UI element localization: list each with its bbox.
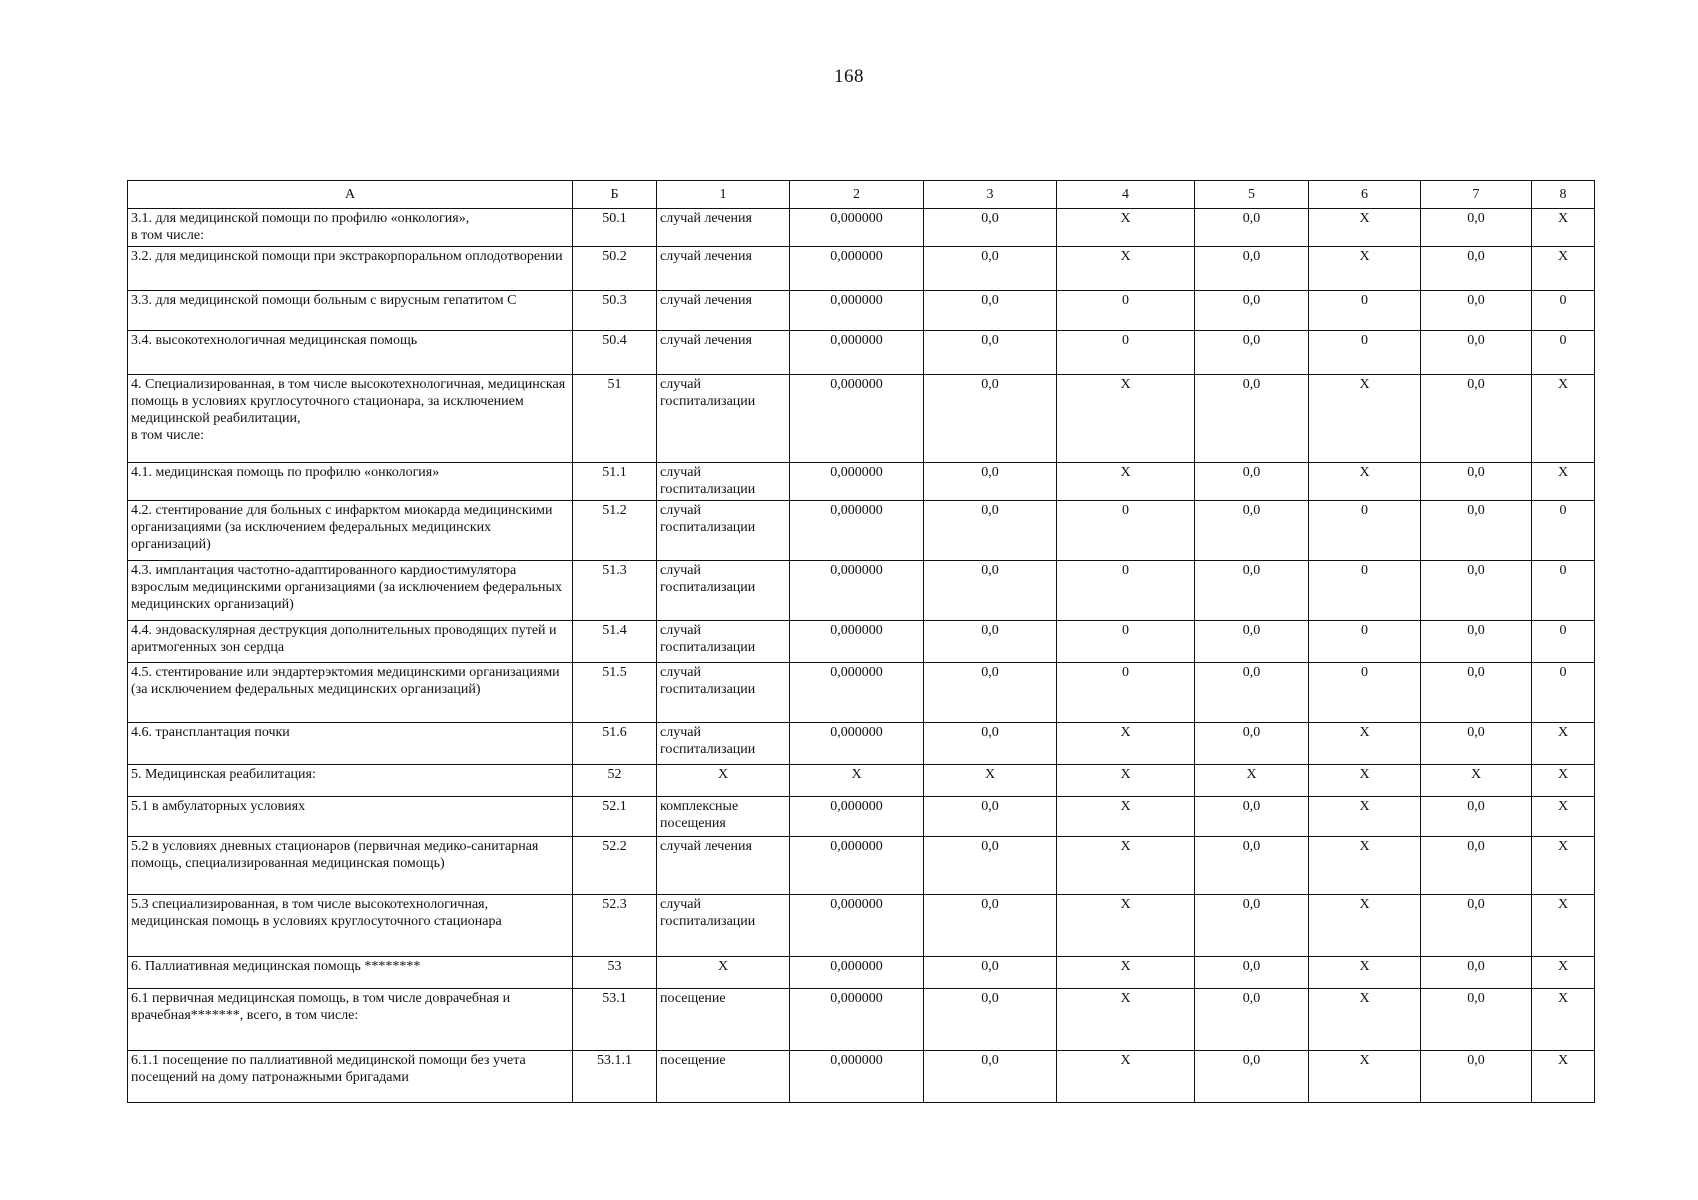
table-row [128, 501, 1595, 561]
table-row [128, 765, 1595, 797]
row-col-4: Х [1057, 797, 1195, 837]
column-header-7: 7 [1421, 181, 1532, 209]
table-body [128, 209, 1595, 1103]
row-col-3: 0,0 [924, 291, 1057, 331]
row-col-7: 0,0 [1421, 837, 1532, 895]
row-col-5: 0,0 [1195, 895, 1309, 957]
row-col-4: Х [1057, 375, 1195, 463]
row-name: 3.2. для медицинской помощи при экстракорпоральном оплодотворении [128, 247, 573, 291]
table-row [128, 209, 1595, 247]
row-col-8: 0 [1532, 621, 1595, 663]
row-code: 51 [573, 375, 657, 463]
row-col-2: 0,000000 [790, 837, 924, 895]
table-row [128, 463, 1595, 501]
row-code: 50.1 [573, 209, 657, 247]
row-col-8: Х [1532, 247, 1595, 291]
row-unit: случай госпитализации [657, 501, 790, 561]
row-col-4: Х [1057, 989, 1195, 1051]
row-col-6: Х [1309, 463, 1421, 501]
row-unit: посещение [657, 1051, 790, 1103]
row-col-4: Х [1057, 837, 1195, 895]
row-col-6: 0 [1309, 663, 1421, 723]
row-col-5: Х [1195, 765, 1309, 797]
row-col-6: Х [1309, 957, 1421, 989]
row-col-3: 0,0 [924, 1051, 1057, 1103]
row-col-7: Х [1421, 765, 1532, 797]
row-col-8: Х [1532, 837, 1595, 895]
row-col-5: 0,0 [1195, 621, 1309, 663]
row-col-5: 0,0 [1195, 989, 1309, 1051]
table-row [128, 895, 1595, 957]
row-unit: Х [657, 957, 790, 989]
table-row [128, 663, 1595, 723]
row-col-3: 0,0 [924, 957, 1057, 989]
row-col-8: 0 [1532, 331, 1595, 375]
row-col-7: 0,0 [1421, 331, 1532, 375]
row-code: 50.3 [573, 291, 657, 331]
row-code: 53.1 [573, 989, 657, 1051]
row-col-4: 0 [1057, 621, 1195, 663]
row-unit: случай госпитализации [657, 895, 790, 957]
row-col-8: Х [1532, 957, 1595, 989]
row-col-2: 0,000000 [790, 501, 924, 561]
row-code: 50.2 [573, 247, 657, 291]
row-col-8: Х [1532, 723, 1595, 765]
row-col-4: Х [1057, 209, 1195, 247]
table-row [128, 797, 1595, 837]
row-unit: случай лечения [657, 209, 790, 247]
row-col-2: 0,000000 [790, 621, 924, 663]
row-col-3: 0,0 [924, 375, 1057, 463]
row-col-5: 0,0 [1195, 797, 1309, 837]
row-unit: случай лечения [657, 291, 790, 331]
row-col-8: Х [1532, 797, 1595, 837]
row-col-5: 0,0 [1195, 291, 1309, 331]
row-col-5: 0,0 [1195, 957, 1309, 989]
row-col-4: 0 [1057, 501, 1195, 561]
row-col-7: 0,0 [1421, 209, 1532, 247]
row-col-7: 0,0 [1421, 989, 1532, 1051]
table-row [128, 957, 1595, 989]
table-row [128, 247, 1595, 291]
header-row [128, 181, 1595, 209]
row-unit: случай лечения [657, 837, 790, 895]
row-col-6: Х [1309, 247, 1421, 291]
row-col-5: 0,0 [1195, 1051, 1309, 1103]
row-col-3: 0,0 [924, 895, 1057, 957]
row-col-7: 0,0 [1421, 723, 1532, 765]
row-col-6: Х [1309, 895, 1421, 957]
row-unit: посещение [657, 989, 790, 1051]
table-row [128, 375, 1595, 463]
row-col-6: 0 [1309, 501, 1421, 561]
column-header-5: 5 [1195, 181, 1309, 209]
row-code: 52 [573, 765, 657, 797]
row-name: 4.3. имплантация частотно-адаптированного кардиостимулятора взрослым медицинскими организациями (за исключением федеральных медицинских организаций) [128, 561, 573, 621]
row-col-8: Х [1532, 765, 1595, 797]
column-header-b: Б [573, 181, 657, 209]
row-col-3: 0,0 [924, 463, 1057, 501]
row-unit: случай госпитализации [657, 463, 790, 501]
table-row [128, 331, 1595, 375]
row-name: 4. Специализированная, в том числе высокотехнологичная, медицинская помощь в условиях круглосуточного стационара, за исключением медицинской реабилитации, в том числе: [128, 375, 573, 463]
row-unit: случай лечения [657, 331, 790, 375]
row-name: 4.1. медицинская помощь по профилю «онкология» [128, 463, 573, 501]
row-col-5: 0,0 [1195, 209, 1309, 247]
row-col-4: Х [1057, 247, 1195, 291]
row-col-5: 0,0 [1195, 723, 1309, 765]
row-col-5: 0,0 [1195, 247, 1309, 291]
row-col-7: 0,0 [1421, 247, 1532, 291]
row-col-2: 0,000000 [790, 247, 924, 291]
row-col-7: 0,0 [1421, 375, 1532, 463]
row-col-4: Х [1057, 895, 1195, 957]
row-col-2: 0,000000 [790, 331, 924, 375]
row-name: 3.4. высокотехнологичная медицинская помощь [128, 331, 573, 375]
row-code: 51.1 [573, 463, 657, 501]
row-name: 4.5. стентирование или эндартерэктомия медицинскими организациями (за исключением федеральных медицинских организаций) [128, 663, 573, 723]
row-col-5: 0,0 [1195, 561, 1309, 621]
row-col-7: 0,0 [1421, 663, 1532, 723]
row-col-8: Х [1532, 375, 1595, 463]
row-code: 52.1 [573, 797, 657, 837]
row-code: 53.1.1 [573, 1051, 657, 1103]
row-unit: случай госпитализации [657, 375, 790, 463]
row-col-2: 0,000000 [790, 375, 924, 463]
row-col-7: 0,0 [1421, 895, 1532, 957]
row-col-6: Х [1309, 1051, 1421, 1103]
row-col-2: 0,000000 [790, 463, 924, 501]
row-col-4: Х [1057, 765, 1195, 797]
table-row [128, 621, 1595, 663]
row-col-3: 0,0 [924, 247, 1057, 291]
row-name: 4.4. эндоваскулярная деструкция дополнительных проводящих путей и аритмогенных зон сердца [128, 621, 573, 663]
row-col-2: 0,000000 [790, 1051, 924, 1103]
column-header-3: 3 [924, 181, 1057, 209]
row-col-5: 0,0 [1195, 837, 1309, 895]
row-name: 5.2 в условиях дневных стационаров (первичная медико-санитарная помощь, специализированная медицинская помощь) [128, 837, 573, 895]
row-col-4: Х [1057, 957, 1195, 989]
row-col-3: 0,0 [924, 837, 1057, 895]
row-col-7: 0,0 [1421, 957, 1532, 989]
row-col-2: 0,000000 [790, 291, 924, 331]
row-code: 51.3 [573, 561, 657, 621]
row-col-8: Х [1532, 989, 1595, 1051]
row-col-8: Х [1532, 463, 1595, 501]
row-unit: Х [657, 765, 790, 797]
row-col-8: 0 [1532, 501, 1595, 561]
row-col-4: Х [1057, 463, 1195, 501]
row-code: 51.5 [573, 663, 657, 723]
table-row [128, 1051, 1595, 1103]
row-col-2: 0,000000 [790, 797, 924, 837]
row-code: 50.4 [573, 331, 657, 375]
row-col-7: 0,0 [1421, 561, 1532, 621]
row-col-3: Х [924, 765, 1057, 797]
row-col-6: Х [1309, 797, 1421, 837]
row-name: 6.1 первичная медицинская помощь, в том числе доврачебная и врачебная*******, всего, в том числе: [128, 989, 573, 1051]
row-code: 53 [573, 957, 657, 989]
row-col-6: Х [1309, 989, 1421, 1051]
row-col-3: 0,0 [924, 989, 1057, 1051]
row-col-5: 0,0 [1195, 375, 1309, 463]
row-col-7: 0,0 [1421, 621, 1532, 663]
row-name: 5. Медицинская реабилитация: [128, 765, 573, 797]
row-col-7: 0,0 [1421, 501, 1532, 561]
row-col-3: 0,0 [924, 501, 1057, 561]
row-code: 51.6 [573, 723, 657, 765]
row-col-6: Х [1309, 765, 1421, 797]
row-col-5: 0,0 [1195, 663, 1309, 723]
row-name: 6.1.1 посещение по паллиативной медицинской помощи без учета посещений на дому патронажными бригадами [128, 1051, 573, 1103]
row-col-6: 0 [1309, 331, 1421, 375]
row-name: 3.1. для медицинской помощи по профилю «онкология», в том числе: [128, 209, 573, 247]
row-col-4: 0 [1057, 663, 1195, 723]
row-name: 3.3. для медицинской помощи больным с вирусным гепатитом С [128, 291, 573, 331]
row-col-6: 0 [1309, 291, 1421, 331]
row-col-2: 0,000000 [790, 663, 924, 723]
row-col-3: 0,0 [924, 561, 1057, 621]
column-header-1: 1 [657, 181, 790, 209]
row-col-3: 0,0 [924, 723, 1057, 765]
row-col-2: 0,000000 [790, 723, 924, 765]
row-col-8: 0 [1532, 663, 1595, 723]
row-col-4: Х [1057, 723, 1195, 765]
row-col-3: 0,0 [924, 209, 1057, 247]
row-name: 4.6. трансплантация почки [128, 723, 573, 765]
row-col-2: 0,000000 [790, 957, 924, 989]
row-name: 5.1 в амбулаторных условиях [128, 797, 573, 837]
row-code: 51.2 [573, 501, 657, 561]
row-code: 51.4 [573, 621, 657, 663]
row-col-8: Х [1532, 209, 1595, 247]
row-name: 4.2. стентирование для больных с инфарктом миокарда медицинскими организациями (за исключением федеральных медицинских организаций) [128, 501, 573, 561]
row-unit: случай госпитализации [657, 723, 790, 765]
row-col-8: 0 [1532, 291, 1595, 331]
row-col-8: 0 [1532, 561, 1595, 621]
row-col-7: 0,0 [1421, 463, 1532, 501]
row-col-6: Х [1309, 837, 1421, 895]
row-col-5: 0,0 [1195, 501, 1309, 561]
row-col-5: 0,0 [1195, 331, 1309, 375]
row-col-2: 0,000000 [790, 209, 924, 247]
row-name: 5.3 специализированная, в том числе высокотехнологичная, медицинская помощь в условиях круглосуточного стационара [128, 895, 573, 957]
row-col-6: Х [1309, 723, 1421, 765]
table-row [128, 723, 1595, 765]
row-unit: случай госпитализации [657, 621, 790, 663]
table-row [128, 837, 1595, 895]
row-col-6: 0 [1309, 561, 1421, 621]
row-name: 6. Паллиативная медицинская помощь ******** [128, 957, 573, 989]
row-col-2: 0,000000 [790, 989, 924, 1051]
table-row [128, 989, 1595, 1051]
row-col-4: 0 [1057, 331, 1195, 375]
row-col-3: 0,0 [924, 663, 1057, 723]
row-col-2: 0,000000 [790, 561, 924, 621]
row-col-2: Х [790, 765, 924, 797]
row-col-3: 0,0 [924, 797, 1057, 837]
row-col-7: 0,0 [1421, 1051, 1532, 1103]
row-col-6: Х [1309, 209, 1421, 247]
row-col-8: Х [1532, 1051, 1595, 1103]
row-unit: случай госпитализации [657, 663, 790, 723]
data-table [127, 180, 1595, 1103]
column-header-a: А [128, 181, 573, 209]
row-col-6: Х [1309, 375, 1421, 463]
row-col-7: 0,0 [1421, 797, 1532, 837]
row-col-8: Х [1532, 895, 1595, 957]
row-col-4: Х [1057, 1051, 1195, 1103]
row-code: 52.2 [573, 837, 657, 895]
column-header-8: 8 [1532, 181, 1595, 209]
page-number: 168 [834, 66, 864, 87]
column-header-6: 6 [1309, 181, 1421, 209]
row-unit: случай лечения [657, 247, 790, 291]
row-col-2: 0,000000 [790, 895, 924, 957]
row-col-4: 0 [1057, 291, 1195, 331]
row-unit: случай госпитализации [657, 561, 790, 621]
column-header-4: 4 [1057, 181, 1195, 209]
table-row [128, 561, 1595, 621]
row-col-3: 0,0 [924, 331, 1057, 375]
row-col-5: 0,0 [1195, 463, 1309, 501]
row-unit: комплексные посещения [657, 797, 790, 837]
row-col-7: 0,0 [1421, 291, 1532, 331]
row-col-6: 0 [1309, 621, 1421, 663]
column-header-2: 2 [790, 181, 924, 209]
row-col-3: 0,0 [924, 621, 1057, 663]
row-col-4: 0 [1057, 561, 1195, 621]
table-row [128, 291, 1595, 331]
row-code: 52.3 [573, 895, 657, 957]
